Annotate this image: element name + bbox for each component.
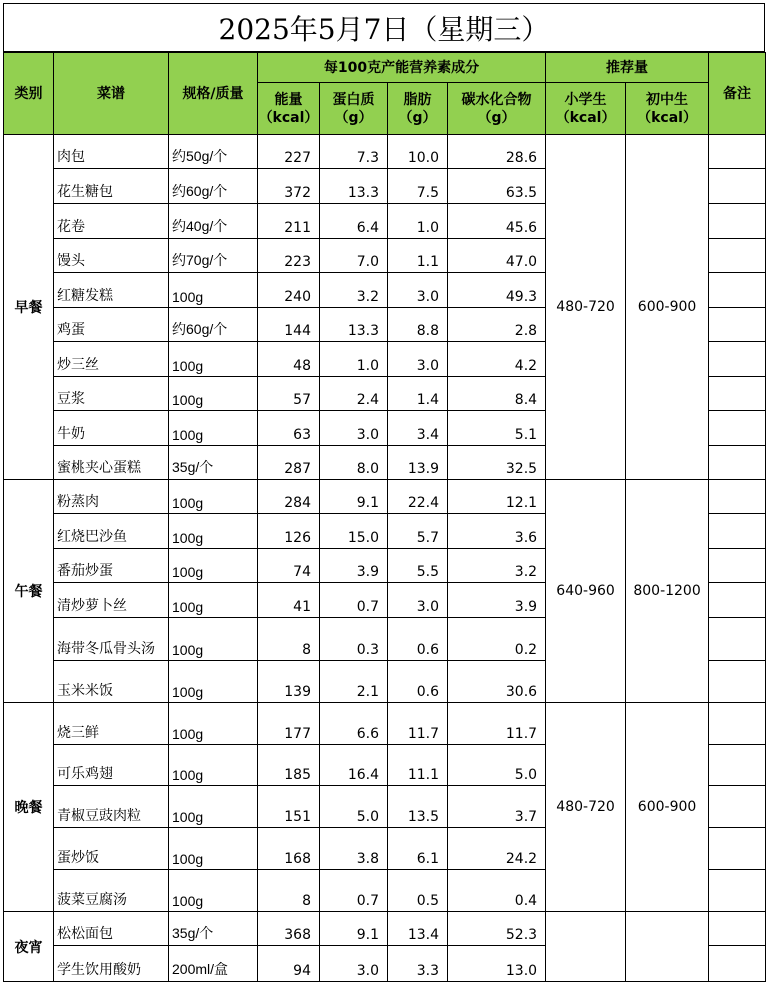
junior-recommend: 600-900 <box>626 135 709 480</box>
dish-name: 清炒萝卜丝 <box>54 583 169 618</box>
energy-value: 74 <box>258 549 320 583</box>
dish-name: 青椒豆豉肉粒 <box>54 786 169 828</box>
carb-value: 2.8 <box>448 308 546 342</box>
nutrition-table <box>3 52 766 982</box>
dish-spec: 100g <box>169 514 258 549</box>
energy-value: 185 <box>258 745 320 786</box>
meal-category: 夜宵 <box>4 912 54 982</box>
carb-value: 45.6 <box>448 204 546 239</box>
dish-spec: 100g <box>169 786 258 828</box>
protein-value: 1.0 <box>320 342 388 377</box>
remark-cell <box>709 912 766 946</box>
dish-spec: 约50g/个 <box>169 135 258 169</box>
protein-value: 3.2 <box>320 273 388 308</box>
energy-value: 284 <box>258 480 320 514</box>
dish-spec: 100g <box>169 618 258 661</box>
dish-name: 菠菜豆腐汤 <box>54 870 169 912</box>
primary-recommend: 480-720 <box>546 135 626 480</box>
dish-name: 烧三鲜 <box>54 703 169 745</box>
energy-value: 41 <box>258 583 320 618</box>
carb-value: 5.1 <box>448 411 546 446</box>
fat-value: 1.0 <box>388 204 448 239</box>
remark-cell <box>709 786 766 828</box>
dish-name: 馒头 <box>54 239 169 273</box>
header-fat: 脂肪 （g） <box>388 83 448 135</box>
header-nutrition-group: 每100克产能营养素成分 <box>258 53 546 83</box>
fat-value: 13.9 <box>388 446 448 480</box>
protein-value: 3.9 <box>320 549 388 583</box>
fat-value: 10.0 <box>388 135 448 169</box>
remark-cell <box>709 308 766 342</box>
fat-value: 3.0 <box>388 273 448 308</box>
fat-value: 13.4 <box>388 912 448 946</box>
remark-cell <box>709 583 766 618</box>
fat-value: 3.4 <box>388 411 448 446</box>
carb-value: 3.7 <box>448 786 546 828</box>
energy-value: 240 <box>258 273 320 308</box>
fat-value: 1.1 <box>388 239 448 273</box>
carb-value: 32.5 <box>448 446 546 480</box>
dish-spec: 200ml/盒 <box>169 946 258 982</box>
dish-name: 花卷 <box>54 204 169 239</box>
primary-recommend <box>546 912 626 982</box>
remark-cell <box>709 204 766 239</box>
remark-cell <box>709 618 766 661</box>
dish-name: 红糖发糕 <box>54 273 169 308</box>
fat-value: 11.7 <box>388 703 448 745</box>
dish-name: 玉米米饭 <box>54 661 169 703</box>
fat-value: 3.0 <box>388 583 448 618</box>
carb-value: 52.3 <box>448 912 546 946</box>
carb-value: 24.2 <box>448 828 546 870</box>
remark-cell <box>709 169 766 204</box>
energy-value: 211 <box>258 204 320 239</box>
dish-name: 蜜桃夹心蛋糕 <box>54 446 169 480</box>
table-body <box>4 135 766 982</box>
remark-cell <box>709 239 766 273</box>
dish-spec: 100g <box>169 745 258 786</box>
dish-name: 松松面包 <box>54 912 169 946</box>
junior-recommend: 600-900 <box>626 703 709 912</box>
remark-cell <box>709 514 766 549</box>
table-row <box>4 480 766 514</box>
carb-value: 12.1 <box>448 480 546 514</box>
remark-cell <box>709 745 766 786</box>
junior-recommend <box>626 912 709 982</box>
protein-value: 6.6 <box>320 703 388 745</box>
protein-value: 16.4 <box>320 745 388 786</box>
dish-spec: 100g <box>169 273 258 308</box>
remark-cell <box>709 446 766 480</box>
remark-cell <box>709 411 766 446</box>
dish-name: 肉包 <box>54 135 169 169</box>
dish-name: 学生饮用酸奶 <box>54 946 169 982</box>
carb-value: 4.2 <box>448 342 546 377</box>
carb-value: 3.9 <box>448 583 546 618</box>
energy-value: 8 <box>258 618 320 661</box>
energy-value: 48 <box>258 342 320 377</box>
protein-value: 3.0 <box>320 946 388 982</box>
protein-value: 2.4 <box>320 377 388 411</box>
dish-name: 番茄炒蛋 <box>54 549 169 583</box>
fat-value: 5.5 <box>388 549 448 583</box>
fat-value: 3.0 <box>388 342 448 377</box>
fat-value: 6.1 <box>388 828 448 870</box>
dish-spec: 100g <box>169 411 258 446</box>
protein-value: 3.0 <box>320 411 388 446</box>
carb-value: 30.6 <box>448 661 546 703</box>
carb-value: 8.4 <box>448 377 546 411</box>
carb-value: 5.0 <box>448 745 546 786</box>
meal-category: 晚餐 <box>4 703 54 912</box>
meal-category: 午餐 <box>4 480 54 703</box>
dish-spec: 100g <box>169 342 258 377</box>
energy-value: 57 <box>258 377 320 411</box>
protein-value: 7.3 <box>320 135 388 169</box>
remark-cell <box>709 870 766 912</box>
header-dish: 菜谱 <box>54 53 169 135</box>
dish-spec: 100g <box>169 480 258 514</box>
energy-value: 63 <box>258 411 320 446</box>
carb-value: 63.5 <box>448 169 546 204</box>
header-recommend-group: 推荐量 <box>546 53 709 83</box>
dish-name: 牛奶 <box>54 411 169 446</box>
protein-value: 0.7 <box>320 870 388 912</box>
meal-category: 早餐 <box>4 135 54 480</box>
protein-value: 0.7 <box>320 583 388 618</box>
table-row <box>4 912 766 946</box>
dish-name: 可乐鸡翅 <box>54 745 169 786</box>
dish-name: 炒三丝 <box>54 342 169 377</box>
fat-value: 11.1 <box>388 745 448 786</box>
header-spec: 规格/质量 <box>169 53 258 135</box>
dish-spec: 100g <box>169 583 258 618</box>
energy-value: 168 <box>258 828 320 870</box>
fat-value: 0.6 <box>388 661 448 703</box>
dish-name: 粉蒸肉 <box>54 480 169 514</box>
dish-spec: 100g <box>169 377 258 411</box>
dish-spec: 35g/个 <box>169 912 258 946</box>
carb-value: 3.2 <box>448 549 546 583</box>
remark-cell <box>709 273 766 308</box>
remark-cell <box>709 342 766 377</box>
header-category: 类别 <box>4 53 54 135</box>
fat-value: 22.4 <box>388 480 448 514</box>
fat-value: 0.6 <box>388 618 448 661</box>
energy-value: 227 <box>258 135 320 169</box>
remark-cell <box>709 661 766 703</box>
dish-name: 海带冬瓜骨头汤 <box>54 618 169 661</box>
dish-spec: 约40g/个 <box>169 204 258 239</box>
carb-value: 47.0 <box>448 239 546 273</box>
dish-name: 红烧巴沙鱼 <box>54 514 169 549</box>
protein-value: 13.3 <box>320 169 388 204</box>
energy-value: 177 <box>258 703 320 745</box>
protein-value: 15.0 <box>320 514 388 549</box>
fat-value: 13.5 <box>388 786 448 828</box>
remark-cell <box>709 549 766 583</box>
dish-spec: 约60g/个 <box>169 308 258 342</box>
energy-value: 372 <box>258 169 320 204</box>
remark-cell <box>709 946 766 982</box>
protein-value: 9.1 <box>320 912 388 946</box>
fat-value: 8.8 <box>388 308 448 342</box>
protein-value: 6.4 <box>320 204 388 239</box>
carb-value: 0.4 <box>448 870 546 912</box>
table-row <box>4 135 766 169</box>
fat-value: 0.5 <box>388 870 448 912</box>
protein-value: 8.0 <box>320 446 388 480</box>
remark-cell <box>709 135 766 169</box>
fat-value: 3.3 <box>388 946 448 982</box>
carb-value: 28.6 <box>448 135 546 169</box>
fat-value: 1.4 <box>388 377 448 411</box>
energy-value: 94 <box>258 946 320 982</box>
protein-value: 7.0 <box>320 239 388 273</box>
carb-value: 3.6 <box>448 514 546 549</box>
dish-spec: 100g <box>169 828 258 870</box>
dish-spec: 100g <box>169 870 258 912</box>
dish-name: 花生糖包 <box>54 169 169 204</box>
fat-value: 7.5 <box>388 169 448 204</box>
energy-value: 126 <box>258 514 320 549</box>
energy-value: 139 <box>258 661 320 703</box>
primary-recommend: 640-960 <box>546 480 626 703</box>
energy-value: 223 <box>258 239 320 273</box>
remark-cell <box>709 828 766 870</box>
header-carb: 碳水化合物 （g） <box>448 83 546 135</box>
protein-value: 3.8 <box>320 828 388 870</box>
dish-spec: 100g <box>169 661 258 703</box>
dish-spec: 100g <box>169 703 258 745</box>
protein-value: 0.3 <box>320 618 388 661</box>
protein-value: 2.1 <box>320 661 388 703</box>
energy-value: 8 <box>258 870 320 912</box>
energy-value: 151 <box>258 786 320 828</box>
header-energy: 能量 （kcal） <box>258 83 320 135</box>
carb-value: 49.3 <box>448 273 546 308</box>
energy-value: 368 <box>258 912 320 946</box>
dish-spec: 35g/个 <box>169 446 258 480</box>
protein-value: 5.0 <box>320 786 388 828</box>
primary-recommend: 480-720 <box>546 703 626 912</box>
protein-value: 13.3 <box>320 308 388 342</box>
header-primary: 小学生 （kcal） <box>546 83 626 135</box>
remark-cell <box>709 480 766 514</box>
carb-value: 11.7 <box>448 703 546 745</box>
junior-recommend: 800-1200 <box>626 480 709 703</box>
dish-name: 蛋炒饭 <box>54 828 169 870</box>
header-remark: 备注 <box>709 53 766 135</box>
header-junior: 初中生 （kcal） <box>626 83 709 135</box>
page-title: 2025年5月7日（星期三） <box>3 3 765 52</box>
energy-value: 287 <box>258 446 320 480</box>
header-protein: 蛋白质 （g） <box>320 83 388 135</box>
carb-value: 13.0 <box>448 946 546 982</box>
dish-spec: 100g <box>169 549 258 583</box>
dish-spec: 约70g/个 <box>169 239 258 273</box>
fat-value: 5.7 <box>388 514 448 549</box>
dish-name: 鸡蛋 <box>54 308 169 342</box>
dish-name: 豆浆 <box>54 377 169 411</box>
dish-spec: 约60g/个 <box>169 169 258 204</box>
remark-cell <box>709 377 766 411</box>
table-row <box>4 703 766 745</box>
remark-cell <box>709 703 766 745</box>
energy-value: 144 <box>258 308 320 342</box>
carb-value: 0.2 <box>448 618 546 661</box>
protein-value: 9.1 <box>320 480 388 514</box>
